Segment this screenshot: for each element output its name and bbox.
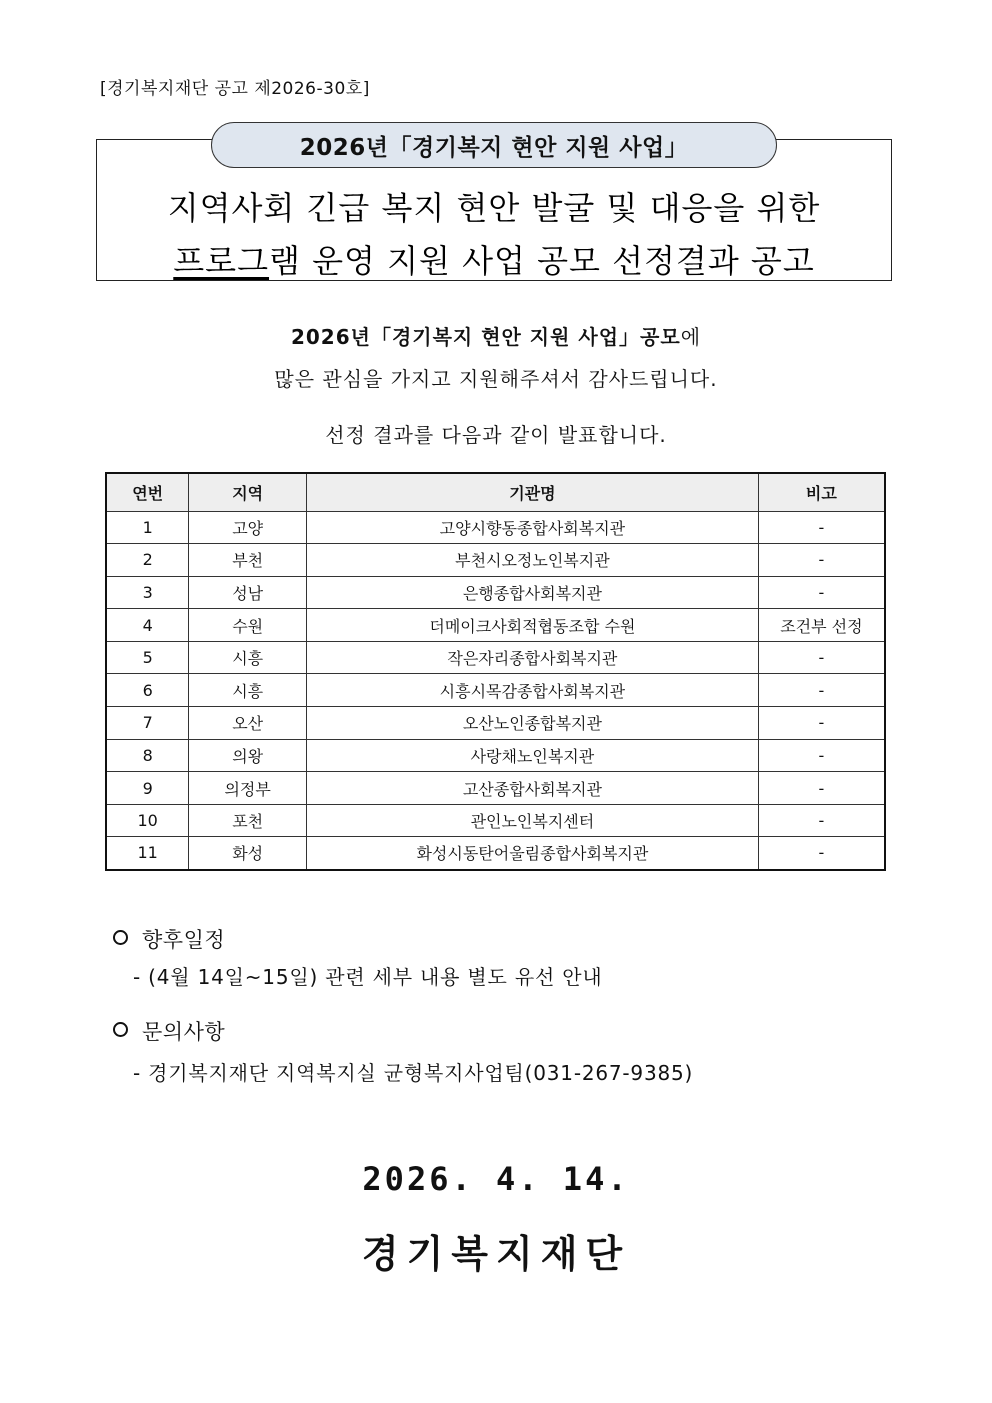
header-note: 비고: [758, 473, 885, 511]
row-note: -: [758, 674, 885, 707]
row-region: 화성: [189, 837, 307, 870]
organization-name: 경기복지재단: [361, 1232, 631, 1276]
row-note: -: [758, 641, 885, 674]
row-number: 5: [106, 641, 189, 674]
row-number: 6: [106, 674, 189, 707]
row-region: 시흥: [189, 641, 307, 674]
row-institution: 은행종합사회복지관: [307, 576, 759, 609]
row-region: 시흥: [189, 674, 307, 707]
row-institution: 사랑채노인복지관: [307, 739, 759, 772]
header-region: 지역: [189, 473, 307, 511]
table-row: [106, 674, 885, 707]
table-row: [106, 804, 885, 837]
row-region: 의왕: [189, 739, 307, 772]
row-number: 11: [106, 837, 189, 870]
row-region: 수원: [189, 609, 307, 642]
announcement-date: 2026. 4. 14.: [362, 1160, 630, 1198]
schedule-heading-text: 향후일정: [142, 928, 226, 952]
row-note: -: [758, 707, 885, 740]
title-line-2-rest: 램 운영 지원 사업 공모 선정결과 공고: [269, 242, 815, 280]
row-institution: 고양시향동종합사회복지관: [307, 511, 759, 544]
row-number: 10: [106, 804, 189, 837]
inquiry-detail: - 경기복지재단 지역복지실 균형복지사업팀(031-267-9385): [133, 1061, 694, 1085]
table-row: [106, 837, 885, 870]
row-region: 성남: [189, 576, 307, 609]
schedule-heading: [113, 924, 225, 954]
circle-bullet-icon: [113, 1022, 128, 1037]
row-number: 1: [106, 511, 189, 544]
intro-line-3: 선정 결과를 다음과 같이 발표합니다.: [325, 423, 667, 447]
row-note: -: [758, 511, 885, 544]
row-institution: 화성시동탄어울림종합사회복지관: [307, 837, 759, 870]
schedule-detail: - (4월 14일~15일) 관련 세부 내용 별도 유선 안내: [133, 965, 603, 989]
row-institution: 오산노인종합복지관: [307, 707, 759, 740]
row-number: 4: [106, 609, 189, 642]
row-note: -: [758, 544, 885, 577]
row-note: -: [758, 576, 885, 609]
row-region: 포천: [189, 804, 307, 837]
intro-tail: 에: [680, 325, 702, 349]
row-institution: 시흥시목감종합사회복지관: [307, 674, 759, 707]
row-region: 고양: [189, 511, 307, 544]
intro-bold: 2026년「경기복지 현안 지원 사업」공모: [290, 325, 681, 349]
table-row: [106, 707, 885, 740]
row-institution: 관인노인복지센터: [307, 804, 759, 837]
table-row: [106, 576, 885, 609]
header-institution: 기관명: [307, 473, 759, 511]
table-row: [106, 641, 885, 674]
row-institution: 부천시오정노인복지관: [307, 544, 759, 577]
intro-line-2: 많은 관심을 가지고 지원해주셔서 감사드립니다.: [274, 367, 718, 391]
results-table: [105, 472, 886, 871]
row-region: 의정부: [189, 772, 307, 805]
row-note: 조건부 선정: [758, 609, 885, 642]
table-row: [106, 511, 885, 544]
notice-number: [경기복지재단 공고 제2026-30호]: [100, 79, 370, 99]
row-region: 오산: [189, 707, 307, 740]
row-institution: 고산종합사회복지관: [307, 772, 759, 805]
table-header-row: [106, 473, 885, 511]
row-number: 3: [106, 576, 189, 609]
row-number: 7: [106, 707, 189, 740]
row-institution: 작은자리종합사회복지관: [307, 641, 759, 674]
title-underlined-part: 프로그: [173, 242, 270, 280]
row-note: -: [758, 804, 885, 837]
row-number: 9: [106, 772, 189, 805]
table-row: [106, 609, 885, 642]
row-number: 2: [106, 544, 189, 577]
inquiry-heading-text: 문의사항: [142, 1020, 226, 1044]
header-number: 연번: [106, 473, 189, 511]
row-note: -: [758, 739, 885, 772]
circle-bullet-icon: [113, 930, 128, 945]
intro-line-1: [0, 321, 992, 350]
header-pill: 2026년「경기복지 현안 지원 사업」: [211, 122, 777, 168]
table-row: [106, 739, 885, 772]
row-note: -: [758, 837, 885, 870]
row-region: 부천: [189, 544, 307, 577]
row-number: 8: [106, 739, 189, 772]
table-row: [106, 772, 885, 805]
title-line-2: [96, 236, 892, 282]
inquiry-heading: [113, 1016, 225, 1046]
table-row: [106, 544, 885, 577]
title-line-1: 지역사회 긴급 복지 현안 발굴 및 대응을 위한: [167, 189, 821, 227]
row-note: -: [758, 772, 885, 805]
row-institution: 더메이크사회적협동조합 수원: [307, 609, 759, 642]
